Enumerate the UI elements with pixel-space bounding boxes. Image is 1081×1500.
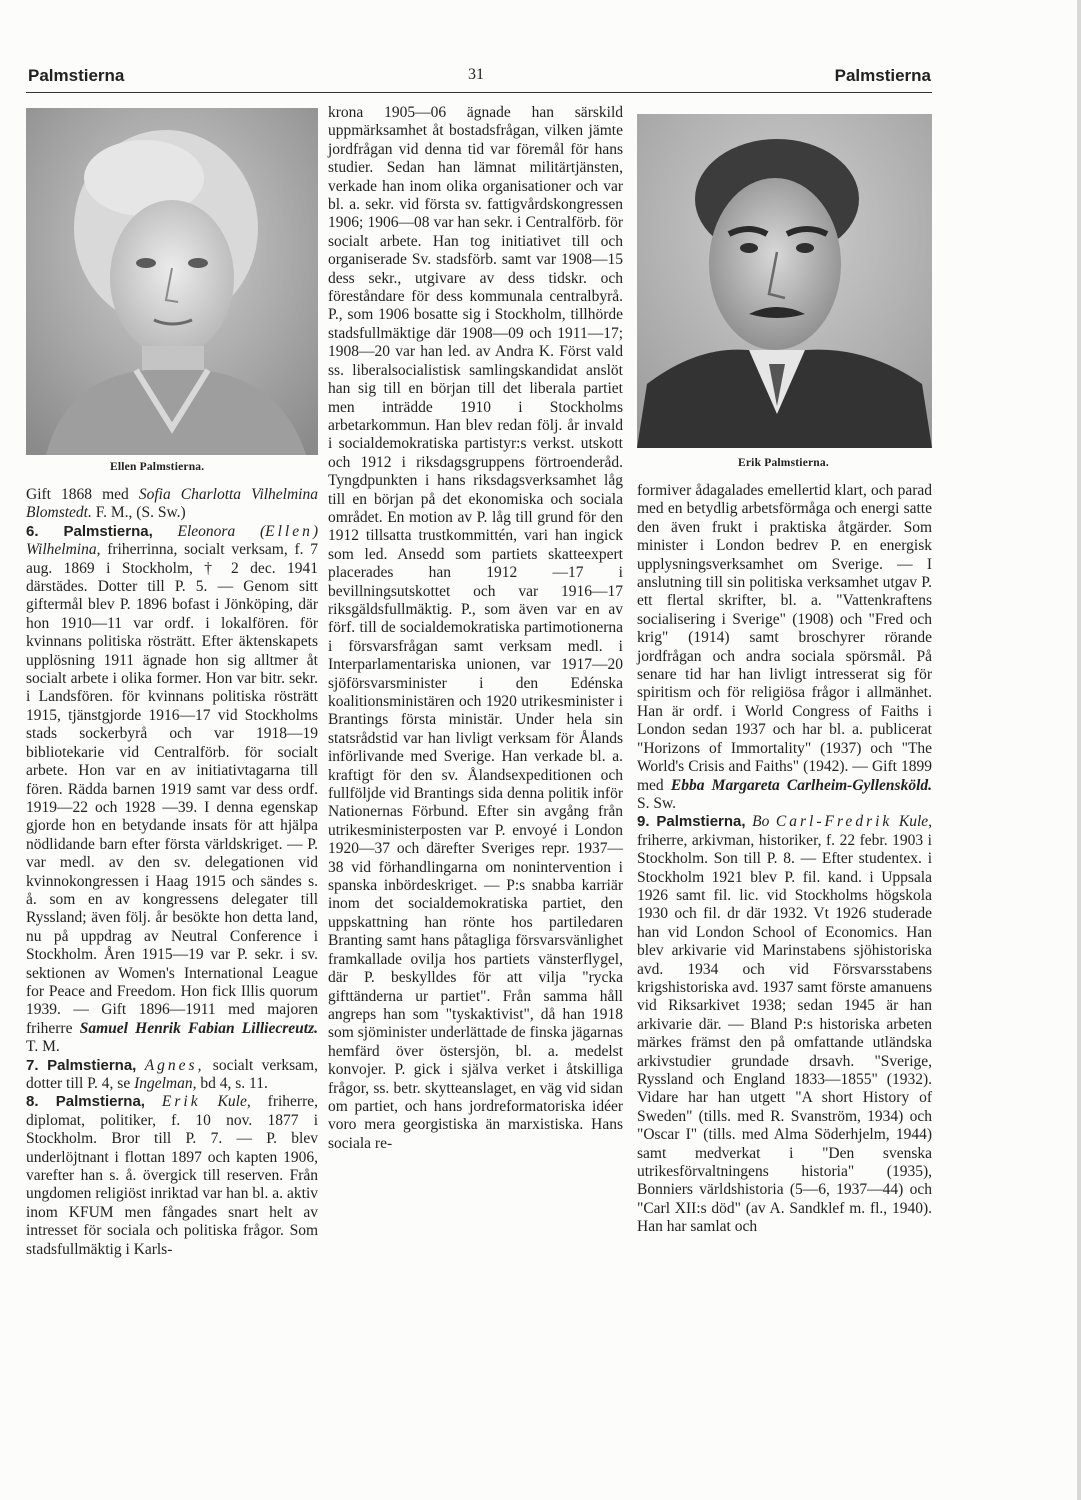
running-head-right: Palmstierna [834, 66, 931, 85]
text-column-2 [328, 104, 623, 1153]
portrait-erik-photo [637, 114, 932, 448]
entry-7-agnes: 7. Palmstierna, Agnes, socialt verksam, dotter till P. 4, se Ingelman, bd 4, s. 11. [26, 1056, 318, 1092]
text-column-3 [637, 482, 932, 1237]
text-column-1 [26, 486, 318, 1259]
page-number: 31 [468, 66, 484, 83]
paragraph-gift-1868: Gift 1868 med Sofia Charlotta Vilhelmina Blomstedt. F. M., (S. Sw.) [26, 486, 318, 522]
portrait-erik-drawing [637, 114, 932, 448]
page-edge-shadow [1077, 0, 1081, 1500]
entry-8-conclusion: formiver ådagalades emellertid klart, och parad med en betydlig arbetsförmåga och energi satte den även frukt i praktiska åtgärder. Som minister i London bedrev P. en energisk upplysningsverksamhet om Sverige. — I anslutning till sin politiska verksamhet utgav P. ett flertal skrifter, bl. a. "Vattenkraftens socialisering i Sverige" (1908) och "Fred och krig" (1914) samt broschyrer rörande jordfrågan och andra sociala spörsmål. På senare tid har han livligt intresserat sig för spiritism och för religiösa frågor i allmänhet. Han är ordf. i World Congress of Faiths i London sedan 1937 och har bl. a. publicerat "Horizons of Immortality" (1937) och "The World's Crisis and Faiths" (1942). — Gift 1899 med Ebba Margareta Carlheim-Gyllensköld. S. Sw. [637, 482, 932, 812]
entry-9-bo: 9. Palmstierna, Bo Carl-Fredrik Kule, friherre, arkivman, historiker, f. 22 febr. 1903 i Stockholm. Son till P. 8. — Efter studentex. i Stockholm 1921 blev P. fil. kand. i Uppsala 1926 samt fil. lic. vid Stockholms högskola 1930 och fil. dr där 1932. Vt 1926 studerade han vid London School of Economics. Han blev arkivarie vid Marinstabens sjöhistoriska avd. 1934 och vid Försvarsstabens krigshistoriska avd. 1937 samt förste amanuens vid Riksarkivet 1938; sedan 1945 är han arkivarie där. — Bland P:s historiska arbeten märkes främst den på omfattande utländska arkivstudier grundade drsavh. "Sverige, Ryssland och England 1833—1855" (1932). Vidare har han utgett "A short History of Sweden" (tills. med R. Svanström, 1934) och "Oscar I" (tills. med Alma Söderhjelm, 1944) samt medverkat i "Den svenska utrikesförvaltningens historia" (1935), Bonniers världshistoria (5—6, 1937—44) och "Carl XII:s död" (av A. Sandklef m. fl., 1940). Han har samlat och [637, 813, 933, 1236]
portrait-ellen-photo [26, 108, 318, 455]
entry-8-continued: krona 1905—06 ägnade han särskild uppmärksamhet åt bostadsfrågan, vilken jämte jordfrågan vid denna tid var föremål för hans studier. Sedan han lämnat militärtjänsten, verkade han inom olika organisationer och var bl. a. sekr. vid första sv. fattigvårdskongressen 1906; 1906—08 var han sekr. i Centralförb. för socialt arbete. Han tog initiativet till och organiserade Sv. stadsförb. samt var 1908—15 dess sekr., utgivare av dess tidskr. och föreståndare för dess kommunala centralbyrå. P., som 1906 bosatte sig i Stockholm, tillhörde stadsfullmäktige där 1908—09 och 1911—17; 1908—20 var han led. av Andra K. Först vald ss. liberalsocialistisk samlingskandidat anslöt han sig till en början till det liberala partiet men inträdde 1910 i Stockholms arbetarkommun. Han blev redan följ. år invald i socialdemokratiska partistyr:s verkst. utskott och 1912 i riksdagsgruppens förtroenderåd. Tyngdpunkten i hans riksdagsverksamhet låg till en början på det ekonomiska och sociala området. En motion av P. låg till grund för den 1912 tillsatta trustkommittén, vari han ingick som led. Ansedd som partiets skatteexpert placerades han 1912 —17 i bevillningsutskottet och var 1916—17 riksgäldsfullmäktig. P., som även var en av förf. till de socialdemokratiska partimotionerna i försvarsfrågan samt verksam medl. i Interparlamentariska unionen, var 1917—20 sjöförsvarsminister i den Edénska koalitionsministären och 1920 utrikesminister i Brantings första ministär. Under hela sin statsrådstid var han livligt verksam för Ålands införlivande med Sverige. Han verkade bl. a. kraftigt för den sv. Ålandsexpeditionen och fullföljde vid Brantings sida denna politik inför Nationernas Förbund. Efter sin avgång från utrikesministerposten var P. envoyé i London 1920—37 och därefter Sveriges repr. 1937—38 vid förhandlingarna om nonintervention i spanska inbördeskriget. — P:s snabba karriär inom det socialdemokratiska partiet, den uppskattning han rönte hos partiledaren Branting samt hans påtagliga försvarsvänlighet framkallade ovilja hos partiets vänsterflygel, där P. beskylldes för att vilja "rycka gifttänderna ur partiet". Från samma håll angreps han som "tyskaktivist", då han 1918 som sjöminister underlättade de finska jägarnas hemfärd över östersjön, bl. a. medelst konvojer. P. gick i själva verket i åtskilliga frågor, ss. betr. skytteanslaget, en väg vid sidan om partiet, och hans jordreformatoriska idéer voro mera georgistiska än marxistiska. Hans sociala re- [328, 104, 623, 1152]
entry-8-erik: 8. Palmstierna, Erik Kule, friherre, diplomat, politiker, f. 10 nov. 1877 i Stockholm. Bror till P. 7. — P. blev underlöjtnant i flottan 1897 och kapten 1906, varefter han s. å. övergick till reserven. Från ungdomen religiöst inriktad var han bl. a. aktiv inom KFUM men fångades snart helt av intresset för sociala och politiska frågor. Som stadsfullmäktig i Karls- [26, 1093, 319, 1258]
portrait-ellen-caption: Ellen Palmstierna. [110, 461, 205, 473]
running-head-left: Palmstierna [28, 66, 125, 85]
portrait-ellen-drawing [26, 108, 318, 455]
header-rule [26, 92, 932, 93]
entry-6-ellen: 6. Palmstierna, Eleonora (Ellen) Wilhelmina, friherrinna, socialt verksam, f. 7 aug. 1869 i Stockholm, † 2 dec. 1941 därstädes. Dotter till P. 5. — Genom sitt giftermål blev P. 1896 bofast i Jönköping, där hon 1910—11 var ordf. i lokalfören. för kvinnans politiska rösträtt. Efter äktenskapets upplösning 1911 ägnade hon sig alltmer åt socialt arbete i olika former. Hon var bitr. sekr. i Landsfören. för kvinnans politiska rösträtt 1915, tjänstgjorde 1916—17 vid Stockholms stads sockerbyrå och var 1918—19 bibliotekarie vid Centralförb. för socialt arbete. Hon var en av initiativtagarna till fören. Rädda barnen 1919 samt var dess ordf. 1919—22 och 1928 —39. I denna egenskap gjorde hon en betydande insats för att hjälpa nödlidande barn efter första världskriget. — P. var medl. av den sv. delegationen vid kvinnokongressen i Haag 1915 och sändes s. å. som en av kongressens delegater till Ryssland; även följ. år besökte hon detta land, nu på uppdrag av Neutral Conference i Stockholm. Åren 1915—19 var P. sekr. i sv. sektionen av Women's International League for Peace and Freedom. Hon fick Illis quorum 1939. — Gift 1896—1911 med majoren friherre Samuel Henrik Fabian Lilliecreutz. T. M. [26, 522, 318, 1056]
portrait-erik-caption: Erik Palmstierna. [738, 457, 829, 469]
